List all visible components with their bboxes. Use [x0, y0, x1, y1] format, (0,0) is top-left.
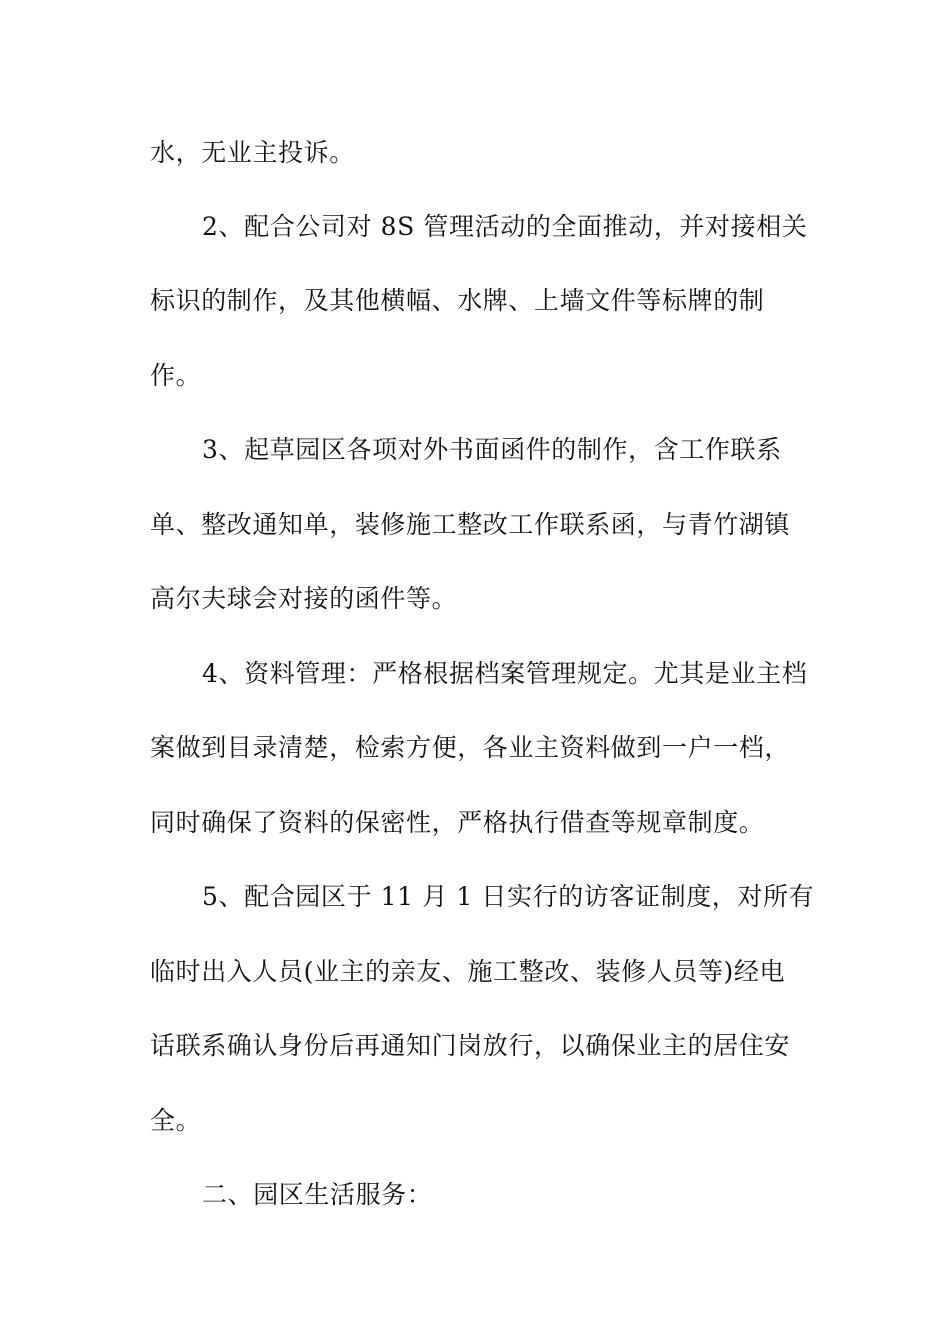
text-line-11: 5、配合园区于 11 月 1 日实行的访客证制度，对所有 [202, 882, 815, 911]
section-heading: 二、园区生活服务： [202, 1180, 433, 1209]
text-line-8: 4、资料管理：严格根据档案管理规定。尤其是业主档 [202, 659, 808, 688]
text-line-4: 作。 [150, 361, 202, 390]
text-line-10: 同时确保了资料的保密性，严格执行借查等规章制度。 [150, 808, 765, 837]
text-line-13: 话联系确认身份后再通知门岗放行，以确保业主的居住安 [150, 1031, 791, 1060]
text-line-6: 单、整改通知单，装修施工整改工作联系函，与青竹湖镇 [150, 510, 791, 539]
text-line-12: 临时出入人员(业主的亲友、施工整改、装修人员等)经电 [150, 957, 786, 986]
text-line-2: 2、配合公司对 8S 管理活动的全面推动，并对接相关 [202, 212, 808, 241]
text-line-9: 案做到目录清楚，检索方便，各业主资料做到一户一档， [150, 733, 791, 762]
text-line-5: 3、起草园区各项对外书面函件的制作，含工作联系 [202, 435, 782, 464]
text-line-3: 标识的制作，及其他横幅、水牌、上墙文件等标牌的制 [150, 286, 765, 315]
text-line-7: 高尔夫球会对接的函件等。 [150, 584, 458, 613]
text-line-1: 水，无业主投诉。 [150, 138, 355, 167]
text-line-14: 全。 [150, 1106, 202, 1135]
